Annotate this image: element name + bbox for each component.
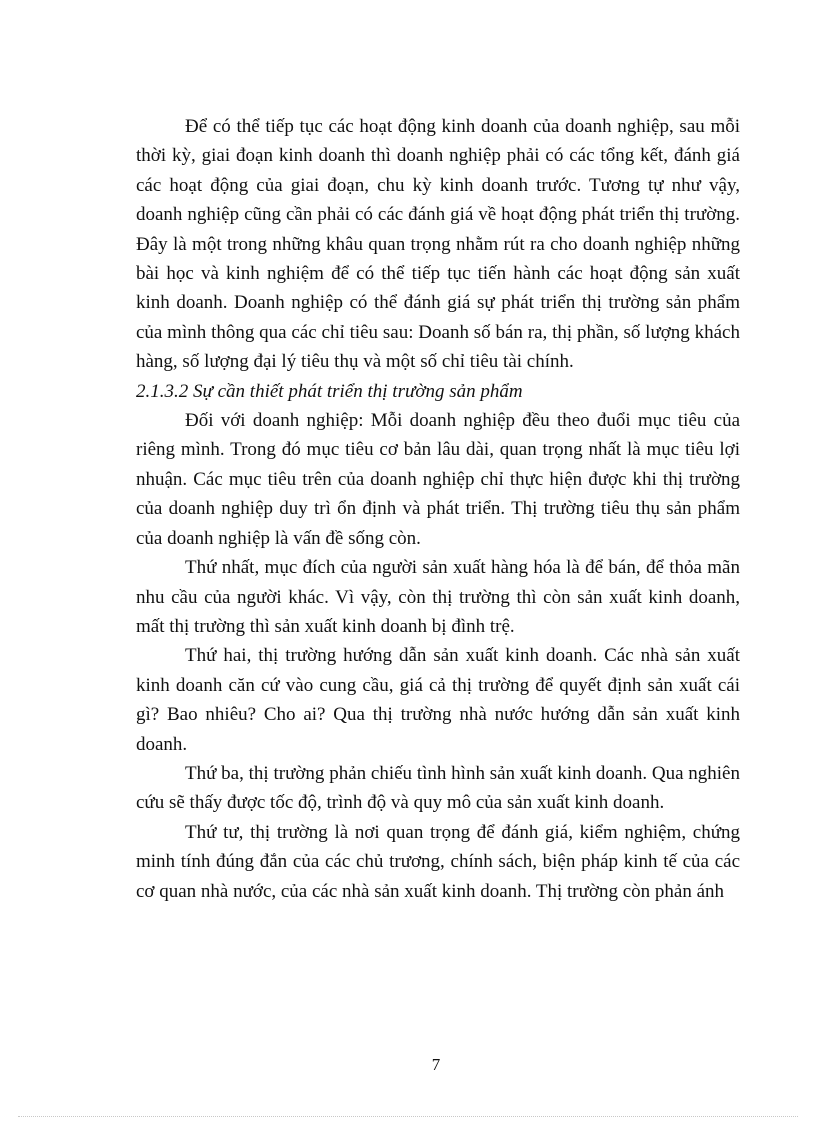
- footer-divider: [18, 1116, 798, 1117]
- page-number: 7: [431, 1055, 441, 1074]
- paragraph-first-point: Thứ nhất, mục đích của người sản xuất hàng hóa là để bán, để thỏa mãn nhu cầu của người khác. Vì vậy, còn thị trường thì còn sản xuất kinh doanh, mất thị trường thì sản xuất kinh doanh bị đình trệ.: [136, 557, 740, 637]
- paragraph-evaluation-intro: Để có thể tiếp tục các hoạt động kinh doanh của doanh nghiệp, sau mỗi thời kỳ, giai đoạn kinh doanh thì doanh nghiệp phải có các tổng kết, đánh giá các hoạt động của giai đoạn, chu kỳ kinh doanh trước. Tương tự như vậy, doanh nghiệp cũng cần phải có các đánh giá về hoạt động phát triển thị trường. Đây là một trong những khâu quan trọng nhằm rút ra cho doanh nghiệp những bài học và kinh nghiệm để có thể tiếp tục tiến hành các hoạt động sản xuất kinh doanh. Doanh nghiệp có thể đánh giá sự phát triển thị trường sản phẩm của mình thông qua các chỉ tiêu sau: Doanh số bán ra, thị phần, số lượng khách hàng, số lượng đại lý tiêu thụ và một số chỉ tiêu tài chính.: [136, 116, 740, 373]
- paragraph-third-point: Thứ ba, thị trường phản chiếu tình hình sản xuất kinh doanh. Qua nghiên cứu sẽ thấy được tốc độ, trình độ và quy mô của sản xuất kinh doanh.: [136, 762, 740, 814]
- section-heading: 2.1.3.2 Sự cần thiết phát triển thị trường sản phẩm: [136, 380, 523, 402]
- paragraph-second-point: Thứ hai, thị trường hướng dẫn sản xuất kinh doanh. Các nhà sản xuất kinh doanh căn cứ vào cung cầu, giá cả thị trường để quyết định sản xuất cái gì? Bao nhiêu? Cho ai? Qua thị trường nhà nước hướng dẫn sản xuất kinh doanh.: [136, 645, 740, 755]
- page-body: [136, 112, 740, 906]
- paragraph-enterprise-goals: Đối với doanh nghiệp: Mỗi doanh nghiệp đều theo đuổi mục tiêu của riêng mình. Trong đó mục tiêu cơ bản lâu dài, quan trọng nhất là mục tiêu lợi nhuận. Các mục tiêu trên của doanh nghiệp chỉ thực hiện được khi thị trường của doanh nghiệp duy trì ổn định và phát triển. Thị trường tiêu thụ sản phẩm của doanh nghiệp là vấn đề sống còn.: [136, 410, 740, 549]
- paragraph-fourth-point: Thứ tư, thị trường là nơi quan trọng để đánh giá, kiểm nghiệm, chứng minh tính đúng đắn của các chủ trương, chính sách, biện pháp kinh tế của các cơ quan nhà nước, của các nhà sản xuất kinh doanh. Thị trường còn phản ánh: [136, 821, 740, 902]
